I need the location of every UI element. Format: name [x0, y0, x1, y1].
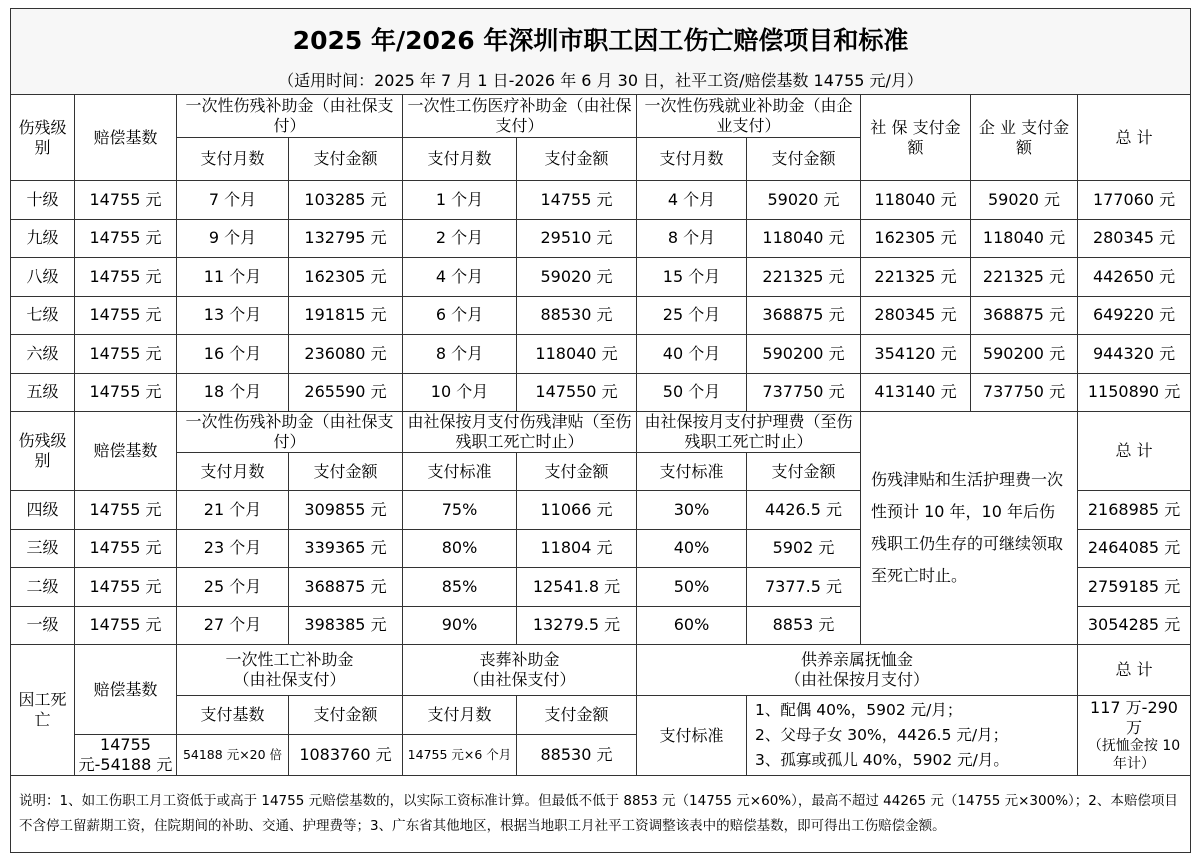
header-pay-base: 支付基数: [177, 696, 289, 735]
cell: 13 个月: [177, 296, 289, 335]
cell: 8 个月: [403, 335, 517, 374]
table-row: [11, 258, 1191, 297]
cell: 4426.5 元: [747, 491, 861, 530]
header-level: 伤残级别: [11, 95, 75, 181]
death-amount-value: 1083760 元: [289, 735, 403, 776]
cell: 280345 元: [861, 296, 971, 335]
cell: 14755 元: [75, 181, 177, 220]
table-row: [11, 335, 1191, 374]
cell: 132795 元: [289, 219, 403, 258]
header-months: 支付月数: [637, 138, 747, 181]
header-amount: 支付金额: [289, 696, 403, 735]
cell: 14755 元: [75, 258, 177, 297]
standard-spouse: 1、配偶 40%，5902 元/月；: [755, 701, 963, 720]
cell: 118040 元: [747, 219, 861, 258]
standard-parents-children: 2、父母子女 30%，4426.5 元/月；: [755, 726, 1009, 745]
cell: 60%: [637, 606, 747, 645]
page-subtitle: （适用时间：2025 年 7 月 1 日-2026 年 6 月 30 日，社平工资/赔偿基数 14755 元/月）: [11, 67, 1191, 95]
cell: 59020 元: [747, 181, 861, 220]
cell: 40%: [637, 529, 747, 568]
cell: 75%: [403, 491, 517, 530]
cell: 14755 元: [75, 568, 177, 607]
header-nursing-fee: 由社保按月支付护理费（至伤残职工死亡时止）: [637, 412, 861, 453]
pension-standards: [747, 696, 1078, 776]
cell: 12541.8 元: [517, 568, 637, 607]
header-social-amount: 社 保 支付金额: [861, 95, 971, 181]
header-death-subsidy: [177, 645, 403, 696]
cell: 10 个月: [403, 373, 517, 412]
cell: 15 个月: [637, 258, 747, 297]
cell: 4 个月: [403, 258, 517, 297]
cell: 737750 元: [747, 373, 861, 412]
header-months: 支付月数: [403, 696, 517, 735]
cell: 25 个月: [637, 296, 747, 335]
header-amount: 支付金额: [517, 696, 637, 735]
cell: 一级: [11, 606, 75, 645]
header-total: 总 计: [1078, 412, 1191, 491]
header-amount: 支付金额: [747, 138, 861, 181]
cell: 九级: [11, 219, 75, 258]
funeral-subsidy-title: 丧葬补助金: [479, 650, 560, 669]
header-enterprise-amount: 企 业 支付金额: [971, 95, 1078, 181]
cell: 280345 元: [1078, 219, 1191, 258]
cell: 1150890 元: [1078, 373, 1191, 412]
cell: 2464085 元: [1078, 529, 1191, 568]
cell: 18 个月: [177, 373, 289, 412]
cell: 944320 元: [1078, 335, 1191, 374]
death-pay-base-value: 54188 元×20 倍: [177, 735, 289, 776]
header-amount: 支付金额: [289, 138, 403, 181]
cell: 59020 元: [971, 181, 1078, 220]
header-disability-allowance: 由社保按月支付伤残津贴（至伤残职工死亡时止）: [403, 412, 637, 453]
cell: 40 个月: [637, 335, 747, 374]
cell: 十级: [11, 181, 75, 220]
cell: 14755 元: [75, 373, 177, 412]
cell: 309855 元: [289, 491, 403, 530]
footnote: 说明：1、如工伤职工月工资低于或高于 14755 元赔偿基数的，以实际工资标准计算。但最低不低于 8853 元（14755 元×60%），最高不超过 44265 元（14755 元×300%）；2、本赔偿项目不含停工留薪期工资，住院期间的补助、交通、护理费等；3、广东省其他地区，根据当地职工月社平工资调整该表中的赔偿基数，即可得出工伤赔偿金额。: [11, 776, 1191, 853]
header-total: 总 计: [1078, 645, 1191, 696]
cell: 339365 元: [289, 529, 403, 568]
cell: 11066 元: [517, 491, 637, 530]
cell: 103285 元: [289, 181, 403, 220]
header-amount: 支付金额: [517, 138, 637, 181]
standard-orphan: 3、孤寡或孤儿 40%，5902 元/月。: [755, 750, 1009, 769]
cell: 368875 元: [971, 296, 1078, 335]
cell: 737750 元: [971, 373, 1078, 412]
header-pay-standard: 支付标准: [637, 696, 747, 776]
cell: 16 个月: [177, 335, 289, 374]
table-row: [11, 296, 1191, 335]
cell: 七级: [11, 296, 75, 335]
cell: 30%: [637, 491, 747, 530]
cell: 四级: [11, 491, 75, 530]
cell: 8853 元: [747, 606, 861, 645]
cell: 221325 元: [971, 258, 1078, 297]
cell: 398385 元: [289, 606, 403, 645]
death-total: [1078, 696, 1191, 776]
cell: 2759185 元: [1078, 568, 1191, 607]
cell: 354120 元: [861, 335, 971, 374]
cell: 162305 元: [861, 219, 971, 258]
cell: 2 个月: [403, 219, 517, 258]
cell: 442650 元: [1078, 258, 1191, 297]
cell: 118040 元: [861, 181, 971, 220]
cell: 2168985 元: [1078, 491, 1191, 530]
header-standard: 支付标准: [637, 453, 747, 491]
death-base-value: 14755 元-54188 元: [75, 735, 177, 776]
funeral-months-value: 14755 元×6 个月: [403, 735, 517, 776]
cell: 14755 元: [75, 296, 177, 335]
cell: 118040 元: [971, 219, 1078, 258]
page-title: 2025 年/2026 年深圳市职工因工伤亡赔偿项目和标准: [11, 9, 1191, 68]
cell: 27 个月: [177, 606, 289, 645]
header-amount: 支付金额: [517, 453, 637, 491]
cell: 590200 元: [747, 335, 861, 374]
cell: 368875 元: [747, 296, 861, 335]
cell: 二级: [11, 568, 75, 607]
funeral-subsidy-payer: （由社保支付）: [463, 670, 576, 689]
cell: 五级: [11, 373, 75, 412]
header-disability-subsidy: 一次性伤残补助金（由社保支付）: [177, 412, 403, 453]
cell: 29510 元: [517, 219, 637, 258]
cell: 25 个月: [177, 568, 289, 607]
cell: 59020 元: [517, 258, 637, 297]
table-row: [11, 181, 1191, 220]
cell: 6 个月: [403, 296, 517, 335]
cell: 21 个月: [177, 491, 289, 530]
cell: 1 个月: [403, 181, 517, 220]
death-subsidy-payer: （由社保支付）: [233, 670, 346, 689]
table-row: [11, 373, 1191, 412]
table-row: [11, 219, 1191, 258]
cell: 236080 元: [289, 335, 403, 374]
header-work-death: 因工死亡: [11, 645, 75, 776]
compensation-document: [10, 8, 1190, 853]
cell: 9 个月: [177, 219, 289, 258]
cell: 14755 元: [75, 491, 177, 530]
cell: 118040 元: [517, 335, 637, 374]
cell: 8 个月: [637, 219, 747, 258]
header-employment-subsidy: 一次性伤残就业补助金（由企业支付）: [637, 95, 861, 138]
dependent-pension-title: 供养亲属抚恤金: [800, 650, 913, 669]
allowance-note: 伤残津贴和生活护理费一次性预计 10 年，10 年后伤残职工仍生存的可继续领取至死亡时止。: [861, 412, 1078, 645]
funeral-amount-value: 88530 元: [517, 735, 637, 776]
cell: 14755 元: [75, 219, 177, 258]
header-level: 伤残级别: [11, 412, 75, 491]
cell: 六级: [11, 335, 75, 374]
cell: 5902 元: [747, 529, 861, 568]
cell: 590200 元: [971, 335, 1078, 374]
cell: 50%: [637, 568, 747, 607]
cell: 221325 元: [861, 258, 971, 297]
cell: 368875 元: [289, 568, 403, 607]
cell: 649220 元: [1078, 296, 1191, 335]
header-medical-subsidy: 一次性工伤医疗补助金（由社保支付）: [403, 95, 637, 138]
cell: 191815 元: [289, 296, 403, 335]
death-total-value: 117 万-290 万: [1090, 698, 1178, 737]
cell: 413140 元: [861, 373, 971, 412]
cell: 50 个月: [637, 373, 747, 412]
header-disability-subsidy: 一次性伤残补助金（由社保支付）: [177, 95, 403, 138]
header-months: 支付月数: [177, 138, 289, 181]
death-subsidy-title: 一次性工亡补助金: [225, 650, 354, 669]
cell: 7377.5 元: [747, 568, 861, 607]
dependent-pension-payer: （由社保按月支付）: [784, 670, 929, 689]
cell: 162305 元: [289, 258, 403, 297]
header-total: 总 计: [1078, 95, 1191, 181]
cell: 八级: [11, 258, 75, 297]
header-months: 支付月数: [177, 453, 289, 491]
cell: 4 个月: [637, 181, 747, 220]
header-funeral-subsidy: [403, 645, 637, 696]
cell: 221325 元: [747, 258, 861, 297]
header-dependent-pension: [637, 645, 1078, 696]
header-base: 赔偿基数: [75, 412, 177, 491]
cell: 80%: [403, 529, 517, 568]
header-months: 支付月数: [403, 138, 517, 181]
header-standard: 支付标准: [403, 453, 517, 491]
header-amount: 支付金额: [747, 453, 861, 491]
cell: 88530 元: [517, 296, 637, 335]
header-base: 赔偿基数: [75, 645, 177, 735]
cell: 三级: [11, 529, 75, 568]
cell: 23 个月: [177, 529, 289, 568]
header-amount: 支付金额: [289, 453, 403, 491]
compensation-table: [10, 8, 1191, 853]
cell: 90%: [403, 606, 517, 645]
death-total-note: （抚恤金按 10 年计）: [1087, 738, 1181, 772]
cell: 265590 元: [289, 373, 403, 412]
cell: 7 个月: [177, 181, 289, 220]
cell: 177060 元: [1078, 181, 1191, 220]
cell: 3054285 元: [1078, 606, 1191, 645]
cell: 14755 元: [517, 181, 637, 220]
cell: 14755 元: [75, 606, 177, 645]
header-base: 赔偿基数: [75, 95, 177, 181]
cell: 147550 元: [517, 373, 637, 412]
cell: 14755 元: [75, 529, 177, 568]
cell: 11804 元: [517, 529, 637, 568]
cell: 13279.5 元: [517, 606, 637, 645]
cell: 14755 元: [75, 335, 177, 374]
cell: 85%: [403, 568, 517, 607]
cell: 11 个月: [177, 258, 289, 297]
